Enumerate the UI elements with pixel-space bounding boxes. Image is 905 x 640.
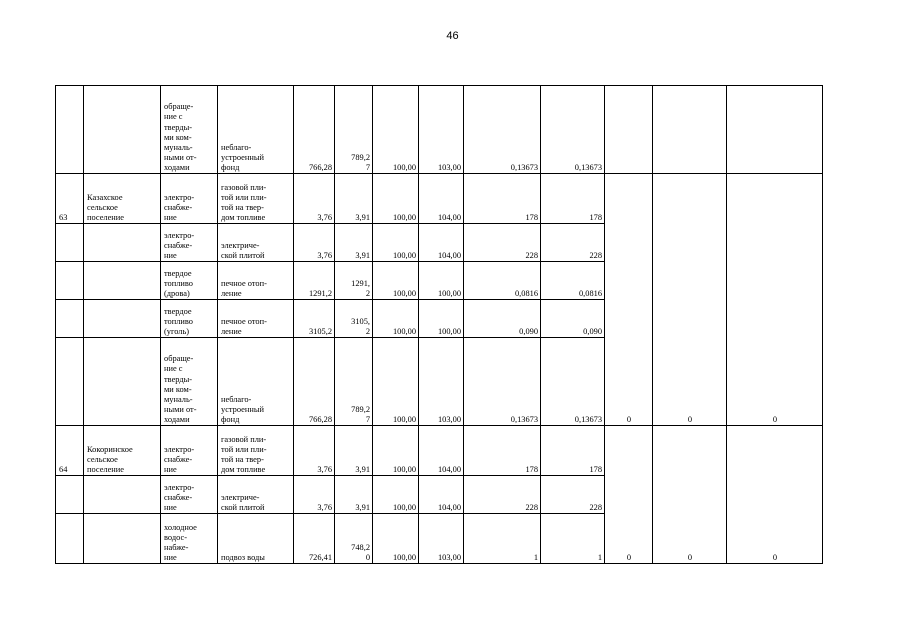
settlement-name bbox=[84, 262, 161, 300]
value-cell: 228 bbox=[464, 224, 541, 262]
settlement-name bbox=[84, 86, 161, 174]
service-name: твердое топливо (дрова) bbox=[161, 262, 218, 300]
table-body bbox=[56, 86, 823, 564]
value-cell: 0,13673 bbox=[541, 338, 605, 426]
housing-type: неблаго- устроенный фонд bbox=[218, 86, 294, 174]
value-cell: 766,28 bbox=[294, 338, 335, 426]
settlement-name bbox=[84, 300, 161, 338]
value-cell: 103,00 bbox=[419, 338, 464, 426]
service-name: электро- снабже- ние bbox=[161, 426, 218, 476]
value-cell: 100,00 bbox=[373, 174, 419, 224]
value-cell: 100,00 bbox=[373, 338, 419, 426]
value-cell: 100,00 bbox=[419, 300, 464, 338]
page-number: 46 bbox=[446, 30, 459, 42]
value-cell: 3,91 bbox=[335, 224, 373, 262]
value-cell: 104,00 bbox=[419, 476, 464, 514]
value-cell: 0,090 bbox=[541, 300, 605, 338]
housing-type: подвоз воды bbox=[218, 514, 294, 564]
value-cell: 3,91 bbox=[335, 426, 373, 476]
housing-type: печное отоп- ление bbox=[218, 262, 294, 300]
value-cell: 3105,2 bbox=[294, 300, 335, 338]
row-number bbox=[56, 86, 84, 174]
value-cell: 100,00 bbox=[373, 224, 419, 262]
value-cell: 1 bbox=[464, 514, 541, 564]
row-number bbox=[56, 514, 84, 564]
row-number: 63 bbox=[56, 174, 84, 224]
merged-value-cell bbox=[653, 86, 727, 174]
value-cell: 789,2 7 bbox=[335, 338, 373, 426]
tariff-table bbox=[55, 85, 823, 564]
service-name: электро- снабже- ние bbox=[161, 476, 218, 514]
value-cell: 0,13673 bbox=[541, 86, 605, 174]
service-name: электро- снабже- ние bbox=[161, 174, 218, 224]
housing-type: печное отоп- ление bbox=[218, 300, 294, 338]
housing-type: газовой пли- той или пли- той на твер- дом топливе bbox=[218, 174, 294, 224]
value-cell: 3,76 bbox=[294, 224, 335, 262]
housing-type: электриче- ской плитой bbox=[218, 224, 294, 262]
housing-type: электриче- ской плитой bbox=[218, 476, 294, 514]
row-number bbox=[56, 476, 84, 514]
table-row bbox=[56, 86, 823, 174]
value-cell: 0,13673 bbox=[464, 338, 541, 426]
value-cell: 1291,2 bbox=[294, 262, 335, 300]
row-number bbox=[56, 262, 84, 300]
settlement-name: Кокоринское сельское поселение bbox=[84, 426, 161, 476]
row-number bbox=[56, 224, 84, 262]
settlement-name bbox=[84, 224, 161, 262]
settlement-name: Казахское сельское поселение bbox=[84, 174, 161, 224]
value-cell: 100,00 bbox=[373, 262, 419, 300]
value-cell: 3,91 bbox=[335, 174, 373, 224]
value-cell: 766,28 bbox=[294, 86, 335, 174]
value-cell: 100,00 bbox=[373, 300, 419, 338]
value-cell: 3,91 bbox=[335, 476, 373, 514]
value-cell: 0,0816 bbox=[541, 262, 605, 300]
value-cell: 104,00 bbox=[419, 174, 464, 224]
merged-value-cell: 0 bbox=[605, 174, 653, 426]
value-cell: 103,00 bbox=[419, 86, 464, 174]
merged-value-cell bbox=[727, 86, 823, 174]
value-cell: 0,13673 bbox=[464, 86, 541, 174]
value-cell: 100,00 bbox=[373, 426, 419, 476]
value-cell: 3105, 2 bbox=[335, 300, 373, 338]
value-cell: 100,00 bbox=[373, 476, 419, 514]
merged-value-cell: 0 bbox=[653, 174, 727, 426]
service-name: электро- снабже- ние bbox=[161, 224, 218, 262]
value-cell: 104,00 bbox=[419, 224, 464, 262]
value-cell: 726,41 bbox=[294, 514, 335, 564]
housing-type: газовой пли- той или пли- той на твер- дом топливе bbox=[218, 426, 294, 476]
value-cell: 103,00 bbox=[419, 514, 464, 564]
settlement-name bbox=[84, 476, 161, 514]
value-cell: 228 bbox=[541, 224, 605, 262]
value-cell: 0,0816 bbox=[464, 262, 541, 300]
value-cell: 104,00 bbox=[419, 426, 464, 476]
value-cell: 100,00 bbox=[419, 262, 464, 300]
merged-value-cell: 0 bbox=[727, 426, 823, 564]
value-cell: 789,2 7 bbox=[335, 86, 373, 174]
row-number bbox=[56, 300, 84, 338]
value-cell: 0,090 bbox=[464, 300, 541, 338]
value-cell: 178 bbox=[464, 174, 541, 224]
settlement-name bbox=[84, 338, 161, 426]
value-cell: 178 bbox=[541, 174, 605, 224]
merged-value-cell bbox=[605, 86, 653, 174]
value-cell: 3,76 bbox=[294, 174, 335, 224]
row-number bbox=[56, 338, 84, 426]
value-cell: 1291, 2 bbox=[335, 262, 373, 300]
value-cell: 100,00 bbox=[373, 86, 419, 174]
service-name: холодное водос- набже- ние bbox=[161, 514, 218, 564]
table-row bbox=[56, 426, 823, 476]
service-name: обраще- ние с тверды- ми ком- муналь- ными от- ходами bbox=[161, 338, 218, 426]
settlement-name bbox=[84, 514, 161, 564]
housing-type: неблаго- устроенный фонд bbox=[218, 338, 294, 426]
table-row bbox=[56, 174, 823, 224]
merged-value-cell: 0 bbox=[727, 174, 823, 426]
value-cell: 178 bbox=[541, 426, 605, 476]
value-cell: 178 bbox=[464, 426, 541, 476]
merged-value-cell: 0 bbox=[653, 426, 727, 564]
merged-value-cell: 0 bbox=[605, 426, 653, 564]
value-cell: 1 bbox=[541, 514, 605, 564]
service-name: обраще- ние с тверды- ми ком- муналь- ными от- ходами bbox=[161, 86, 218, 174]
service-name: твердое топливо (уголь) bbox=[161, 300, 218, 338]
value-cell: 228 bbox=[464, 476, 541, 514]
value-cell: 228 bbox=[541, 476, 605, 514]
value-cell: 3,76 bbox=[294, 476, 335, 514]
value-cell: 100,00 bbox=[373, 514, 419, 564]
value-cell: 3,76 bbox=[294, 426, 335, 476]
value-cell: 748,2 0 bbox=[335, 514, 373, 564]
row-number: 64 bbox=[56, 426, 84, 476]
